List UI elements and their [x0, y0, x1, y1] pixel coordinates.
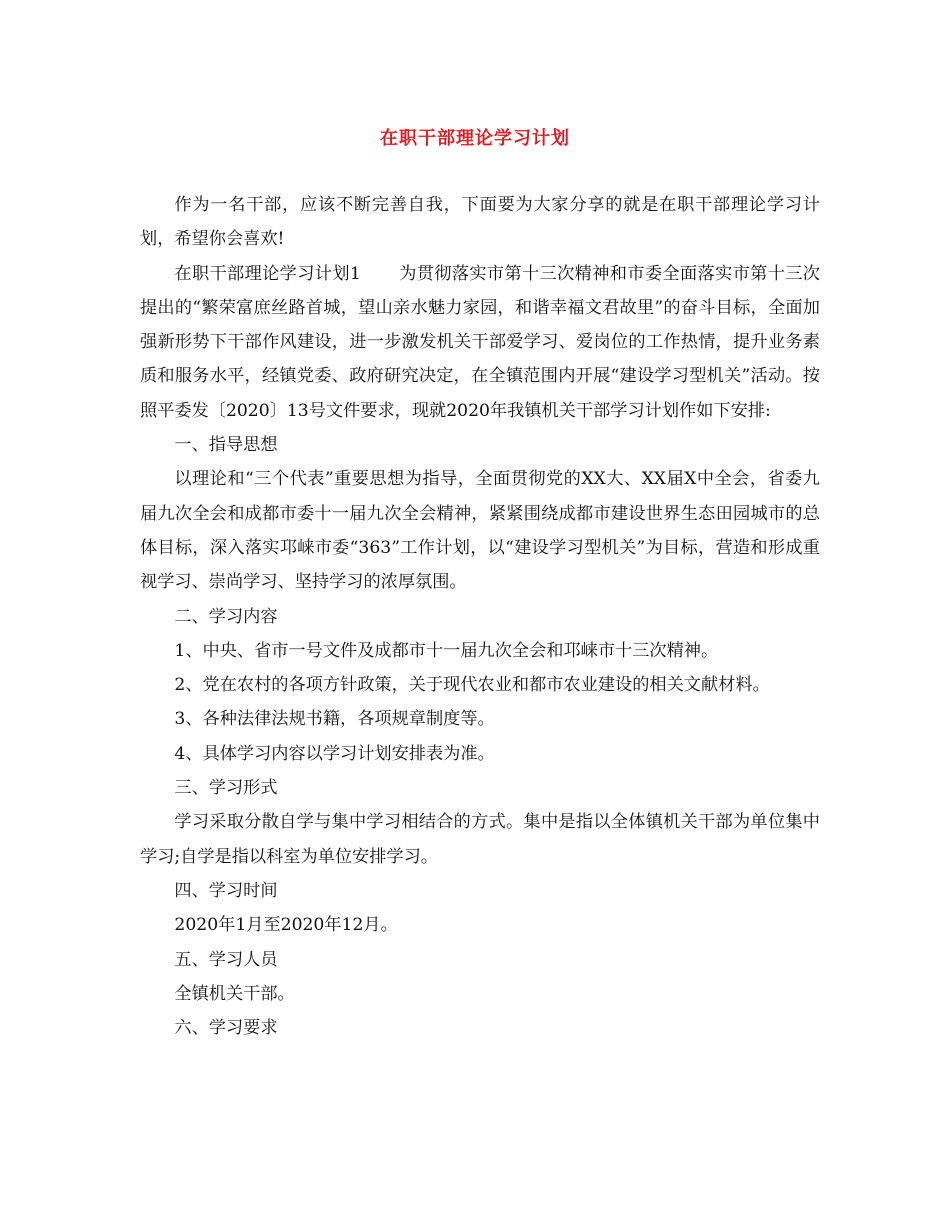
study-content-item: 2、党在农村的各项方针政策，关于现代农业和都市农业建设的相关文献材料。: [174, 675, 770, 696]
study-content-item: 1、中央、省市一号文件及成都市十一届九次全会和邛崃市十三次精神。: [174, 640, 719, 661]
heading-study-personnel: 五、学习人员: [174, 949, 278, 970]
heading-study-time: 四、学习时间: [174, 880, 278, 901]
intro-paragraph: 作为一名干部，应该不断完善自我，下面要为大家分享的就是在职干部理论学习计划，希望你会喜欢!: [140, 195, 820, 250]
document-title: 在职干部理论学习计划: [380, 128, 570, 149]
heading-study-form: 三、学习形式: [174, 778, 278, 799]
guiding-ideology-paragraph: 以理论和“三个代表”重要思想为指导，全面贯彻党的XX大、XX届X中全会，省委九届九次全会和成都市委十一届九次全会精神，紧紧围绕成都市建设世界生态田园城市的总体目标，深入落实邛崃市委“363”工作计划，以“建设学习型机关”为目标，营造和形成重视学习、崇尚学习、坚持学习的浓厚氛围。: [140, 469, 820, 593]
heading-study-requirements: 六、学习要求: [174, 1018, 278, 1039]
plan-intro-text: 为贯彻落实市第十三次精神和市委全面落实市第十三次提出的“繁荣富庶丝路首城，望山亲水魅力家园，和谐幸福文君故里”的奋斗目标，全面加强新形势下干部作风建设，进一步激发机关干部爱学习、爱岗位的工作热情，提升业务素质和服务水平，经镇党委、政府研究决定，在全镇范围内开展“建设学习型机关”活动。按照平委发〔2020〕13号文件要求，现就2020年我镇机关干部学习计划作如下安排:: [140, 263, 820, 421]
heading-study-content: 二、学习内容: [174, 606, 278, 627]
document-body: [140, 188, 820, 1045]
study-form-paragraph: 学习采取分散自学与集中学习相结合的方式。集中是指以全体镇机关干部为单位集中学习;自学是指以科室为单位安排学习。: [140, 812, 820, 867]
plan-paragraph: [140, 257, 820, 428]
study-content-item: 4、具体学习内容以学习计划安排表为准。: [174, 743, 495, 764]
study-personnel-paragraph: 全镇机关干部。: [174, 983, 295, 1004]
plan-label: 在职干部理论学习计划1: [174, 263, 361, 284]
study-content-item: 3、各种法律法规书籍，各项规章制度等。: [174, 709, 495, 730]
heading-guiding-ideology: 一、指导思想: [174, 435, 278, 456]
study-time-paragraph: 2020年1月至2020年12月。: [174, 915, 398, 936]
